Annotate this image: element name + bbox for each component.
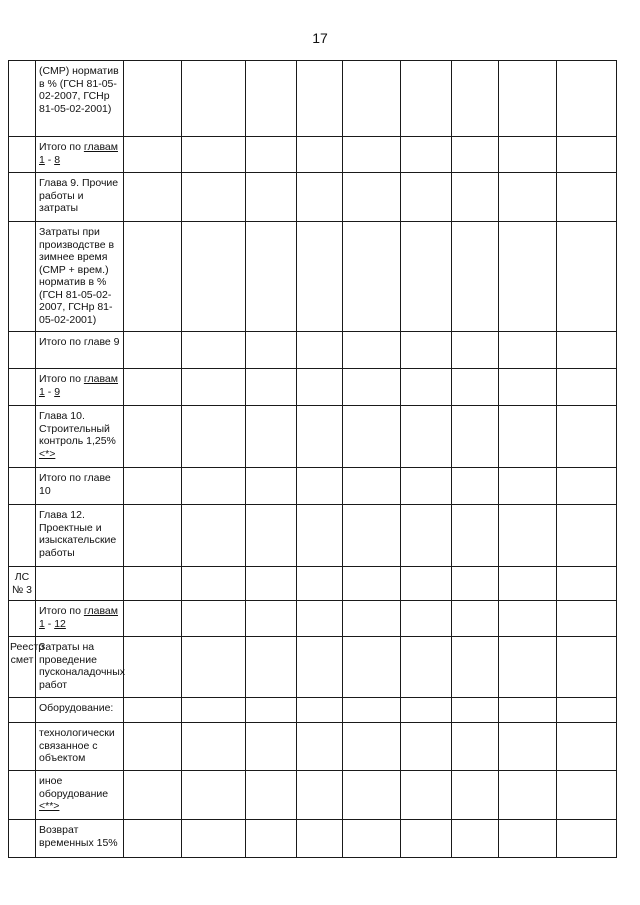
row-label-text: иное оборудование: [39, 775, 109, 800]
value-cell: [343, 505, 401, 567]
value-cell: [499, 601, 557, 637]
row-label-link: главам: [83, 141, 118, 153]
table-row: [9, 820, 617, 858]
row-label-cell: [36, 601, 124, 637]
table-row: [9, 137, 617, 173]
value-cell: [401, 601, 452, 637]
table-row: [9, 505, 617, 567]
table-row: [9, 173, 617, 222]
value-cell: [557, 468, 617, 505]
value-cell: [401, 369, 452, 406]
value-cell: [182, 61, 246, 137]
value-cell: [124, 820, 182, 858]
value-cell: [246, 601, 297, 637]
value-cell: [499, 723, 557, 771]
value-cell: [124, 698, 182, 723]
value-cell: [401, 468, 452, 505]
table-row: [9, 567, 617, 601]
row-code-cell: [9, 406, 36, 468]
value-cell: [401, 222, 452, 332]
row-code-cell: [9, 468, 36, 505]
value-cell: [452, 369, 499, 406]
value-cell: [499, 137, 557, 173]
row-code: Реестр смет: [10, 641, 45, 666]
value-cell: [401, 723, 452, 771]
value-cell: [297, 637, 343, 698]
value-cell: [182, 771, 246, 820]
row-label-text: -: [44, 385, 55, 398]
row-code-cell: [9, 771, 36, 820]
value-cell: [401, 820, 452, 858]
value-cell: [297, 406, 343, 468]
value-cell: [343, 173, 401, 222]
row-label-cell: [36, 61, 124, 137]
row-label-link: <*>: [39, 447, 56, 460]
value-cell: [297, 137, 343, 173]
value-cell: [499, 567, 557, 601]
row-label-text: Итого по главе 9: [39, 336, 120, 348]
value-cell: [499, 771, 557, 820]
value-cell: [343, 723, 401, 771]
value-cell: [182, 505, 246, 567]
row-label-cell: [36, 567, 124, 601]
value-cell: [452, 505, 499, 567]
row-label-cell: [36, 173, 124, 222]
value-cell: [557, 567, 617, 601]
table-row: [9, 332, 617, 369]
value-cell: [343, 61, 401, 137]
value-cell: [343, 332, 401, 369]
row-code-cell: [9, 723, 36, 771]
value-cell: [182, 601, 246, 637]
value-cell: [124, 137, 182, 173]
value-cell: [499, 332, 557, 369]
value-cell: [246, 771, 297, 820]
value-cell: [557, 723, 617, 771]
row-label-text: Итого по: [39, 141, 84, 153]
value-cell: [246, 406, 297, 468]
row-label-text: (СМР) норматив в % (ГСН 81-05-02-2007, ГСНр 81-05-02-2001): [39, 65, 119, 115]
value-cell: [499, 637, 557, 698]
value-cell: [499, 173, 557, 222]
row-code-cell: [9, 820, 36, 858]
row-label-link: <**>: [39, 800, 60, 812]
table-row: [9, 601, 617, 637]
value-cell: [246, 369, 297, 406]
row-label-cell: [36, 137, 124, 173]
value-cell: [401, 173, 452, 222]
row-label-text: Глава 9. Прочие работы и затраты: [39, 177, 119, 214]
row-label-cell: [36, 820, 124, 858]
value-cell: [182, 723, 246, 771]
value-cell: [297, 820, 343, 858]
row-label-cell: [36, 369, 124, 406]
row-label-link: 1: [39, 617, 45, 630]
value-cell: [124, 637, 182, 698]
value-cell: [182, 406, 246, 468]
value-cell: [246, 173, 297, 222]
page-number: 17: [312, 30, 328, 46]
row-label-text: -: [44, 153, 55, 166]
value-cell: [557, 137, 617, 173]
row-label-text: Затраты на проведение пусконаладочных работ: [39, 641, 126, 691]
row-label-text: Итого по: [39, 605, 84, 617]
value-cell: [297, 332, 343, 369]
value-cell: [182, 637, 246, 698]
value-cell: [182, 332, 246, 369]
value-cell: [557, 505, 617, 567]
value-cell: [401, 406, 452, 468]
row-label-text: Глава 10. Строительный контроль 1,25%: [39, 410, 116, 447]
value-cell: [452, 698, 499, 723]
value-cell: [452, 137, 499, 173]
row-label-text: Итого по: [39, 373, 84, 385]
value-cell: [343, 820, 401, 858]
value-cell: [297, 61, 343, 137]
value-cell: [297, 698, 343, 723]
value-cell: [343, 222, 401, 332]
value-cell: [452, 637, 499, 698]
value-cell: [246, 137, 297, 173]
row-label-text: Итого по главе 10: [39, 472, 111, 497]
value-cell: [452, 567, 499, 601]
value-cell: [343, 637, 401, 698]
value-cell: [182, 137, 246, 173]
row-label-link: главам: [83, 373, 118, 385]
table-row: [9, 369, 617, 406]
value-cell: [246, 222, 297, 332]
value-cell: [452, 468, 499, 505]
value-cell: [499, 369, 557, 406]
value-cell: [557, 61, 617, 137]
value-cell: [297, 222, 343, 332]
table-row: [9, 723, 617, 771]
value-cell: [499, 406, 557, 468]
value-cell: [557, 332, 617, 369]
value-cell: [401, 637, 452, 698]
value-cell: [297, 505, 343, 567]
table-row: [9, 406, 617, 468]
row-label-text: технологически связанное с объектом: [39, 727, 115, 764]
value-cell: [297, 468, 343, 505]
row-code-cell: [9, 61, 36, 137]
table-row: [9, 222, 617, 332]
value-cell: [452, 173, 499, 222]
value-cell: [401, 61, 452, 137]
value-cell: [182, 222, 246, 332]
value-cell: [124, 505, 182, 567]
value-cell: [557, 637, 617, 698]
value-cell: [124, 173, 182, 222]
value-cell: [499, 505, 557, 567]
value-cell: [343, 698, 401, 723]
value-cell: [182, 698, 246, 723]
row-code-cell: [9, 601, 36, 637]
row-label-cell: [36, 637, 124, 698]
table-row: [9, 468, 617, 505]
row-label-cell: [36, 468, 124, 505]
row-label-cell: [36, 222, 124, 332]
row-code-cell: [9, 369, 36, 406]
value-cell: [246, 332, 297, 369]
value-cell: [124, 468, 182, 505]
value-cell: [246, 567, 297, 601]
value-cell: [343, 369, 401, 406]
row-code-cell: [9, 567, 36, 601]
table-row: [9, 637, 617, 698]
row-label-text: -: [44, 617, 55, 630]
value-cell: [343, 601, 401, 637]
row-label-cell: [36, 406, 124, 468]
value-cell: [499, 222, 557, 332]
row-code-cell: [9, 505, 36, 567]
value-cell: [124, 771, 182, 820]
value-cell: [297, 567, 343, 601]
value-cell: [297, 173, 343, 222]
value-cell: [557, 222, 617, 332]
value-cell: [297, 723, 343, 771]
value-cell: [124, 61, 182, 137]
row-label-text: Затраты при производстве в зимнее время (СМР + врем.) норматив в % (ГСН 81-05-02-2007, ГСНр 81-05-02-2001): [39, 226, 115, 326]
value-cell: [343, 468, 401, 505]
value-cell: [246, 698, 297, 723]
value-cell: [297, 771, 343, 820]
value-cell: [124, 332, 182, 369]
value-cell: [557, 406, 617, 468]
row-label-link: 1: [39, 385, 45, 398]
row-label-text: Оборудование:: [39, 702, 114, 714]
value-cell: [452, 406, 499, 468]
value-cell: [401, 567, 452, 601]
value-cell: [124, 601, 182, 637]
row-label-cell: [36, 332, 124, 369]
table-row: [9, 698, 617, 723]
value-cell: [297, 369, 343, 406]
row-label-link: 12: [54, 617, 66, 630]
value-cell: [124, 723, 182, 771]
value-cell: [246, 637, 297, 698]
row-label-link: 1: [39, 153, 45, 166]
value-cell: [452, 222, 499, 332]
value-cell: [452, 61, 499, 137]
row-label-link: 9: [54, 385, 61, 398]
value-cell: [557, 601, 617, 637]
row-label-cell: [36, 505, 124, 567]
value-cell: [401, 771, 452, 820]
value-cell: [343, 567, 401, 601]
value-cell: [343, 771, 401, 820]
row-code: ЛС № 3: [11, 571, 33, 596]
value-cell: [499, 61, 557, 137]
value-cell: [182, 820, 246, 858]
value-cell: [182, 567, 246, 601]
value-cell: [124, 406, 182, 468]
value-cell: [343, 406, 401, 468]
row-code-cell: [9, 637, 45, 698]
row-code-cell: [9, 222, 36, 332]
value-cell: [452, 771, 499, 820]
value-cell: [452, 332, 499, 369]
value-cell: [452, 723, 499, 771]
value-cell: [401, 505, 452, 567]
row-label-cell: [36, 771, 124, 820]
value-cell: [499, 820, 557, 858]
value-cell: [557, 698, 617, 723]
value-cell: [499, 698, 557, 723]
value-cell: [557, 369, 617, 406]
value-cell: [297, 601, 343, 637]
value-cell: [499, 468, 557, 505]
value-cell: [182, 468, 246, 505]
row-code-cell: [9, 698, 36, 723]
value-cell: [452, 601, 499, 637]
value-cell: [401, 698, 452, 723]
value-cell: [401, 137, 452, 173]
value-cell: [182, 173, 246, 222]
value-cell: [246, 505, 297, 567]
value-cell: [401, 332, 452, 369]
row-label-cell: [36, 723, 124, 771]
row-label-link: 8: [54, 153, 61, 166]
row-label-text: Глава 12. Проектные и изыскательские работы: [39, 509, 117, 559]
value-cell: [557, 173, 617, 222]
value-cell: [557, 771, 617, 820]
value-cell: [124, 369, 182, 406]
estimate-table: [8, 60, 617, 858]
value-cell: [246, 723, 297, 771]
table-row: [9, 61, 617, 137]
value-cell: [246, 468, 297, 505]
row-label-cell: [36, 698, 124, 723]
row-code-cell: [9, 137, 36, 173]
value-cell: [124, 222, 182, 332]
value-cell: [124, 567, 182, 601]
value-cell: [452, 820, 499, 858]
value-cell: [557, 820, 617, 858]
value-cell: [182, 369, 246, 406]
value-cell: [246, 820, 297, 858]
row-code-cell: [9, 332, 36, 369]
row-code-cell: [9, 173, 36, 222]
table-row: [9, 771, 617, 820]
value-cell: [246, 61, 297, 137]
row-label-text: Возврат временных 15%: [39, 824, 118, 849]
row-label-link: главам: [83, 605, 118, 617]
value-cell: [343, 137, 401, 173]
